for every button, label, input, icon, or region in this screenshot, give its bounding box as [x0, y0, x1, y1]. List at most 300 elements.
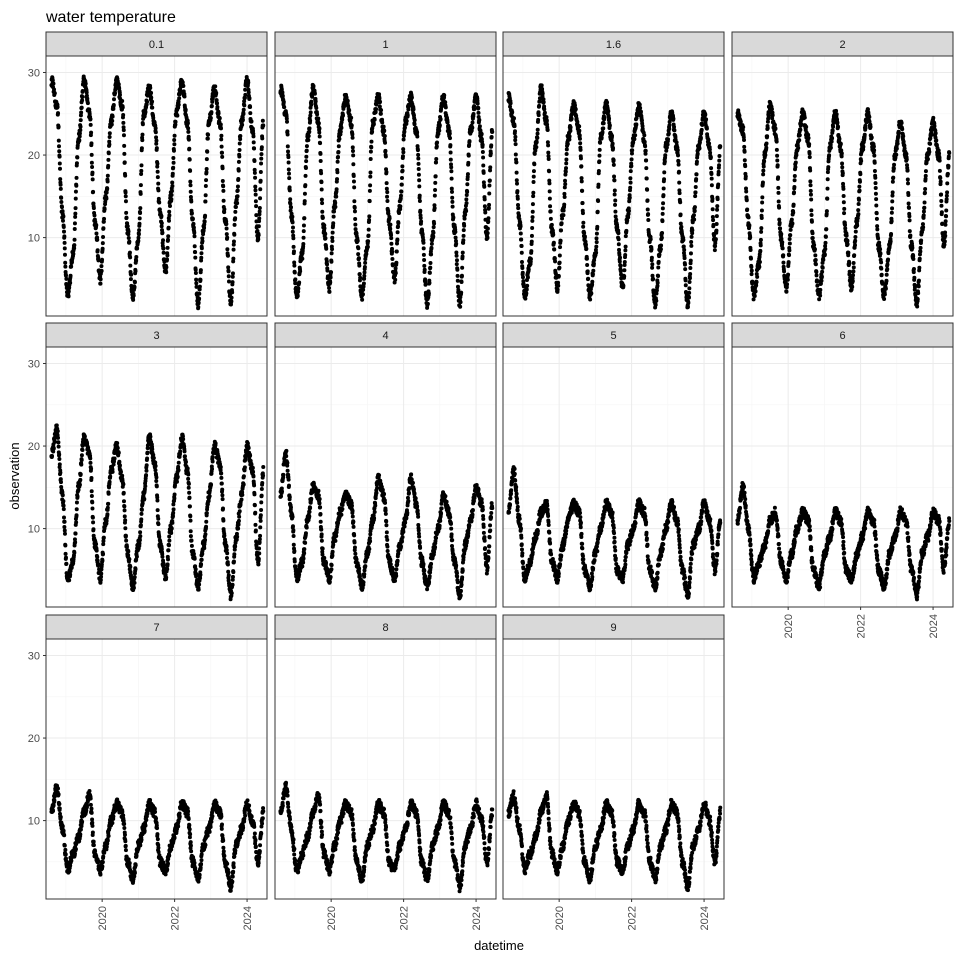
data-point [150, 106, 154, 110]
data-point [196, 305, 200, 309]
data-point [63, 265, 67, 269]
x-axis-title: datetime [474, 938, 524, 953]
data-point [782, 269, 786, 273]
data-point [532, 169, 536, 173]
data-point [943, 239, 947, 243]
data-point [547, 169, 551, 173]
data-point [710, 177, 714, 181]
data-point [693, 194, 697, 198]
facet-panel-1-6 [503, 32, 724, 316]
data-point [875, 227, 879, 231]
data-point [233, 210, 237, 214]
data-point [164, 265, 168, 269]
data-point [464, 209, 468, 213]
data-point [616, 231, 620, 235]
data-point [153, 468, 157, 472]
data-point [918, 250, 922, 254]
data-point [581, 201, 585, 205]
data-point [231, 257, 235, 261]
data-point [808, 179, 812, 183]
data-point [717, 154, 721, 158]
data-point [608, 123, 612, 127]
data-point [546, 151, 550, 155]
data-point [884, 279, 888, 283]
data-point [231, 271, 235, 275]
data-point [383, 149, 387, 153]
data-point [302, 229, 306, 233]
data-point [124, 539, 128, 543]
data-point [56, 440, 60, 444]
data-point [104, 197, 108, 201]
data-point [318, 141, 322, 145]
data-point [251, 134, 255, 138]
data-point [102, 217, 106, 221]
data-point [874, 181, 878, 185]
data-point [152, 456, 156, 460]
data-point [335, 170, 339, 174]
data-point [172, 149, 176, 153]
data-point [330, 247, 334, 251]
data-point [687, 291, 691, 295]
data-point [847, 262, 851, 266]
data-point [219, 134, 223, 138]
data-point [75, 176, 79, 180]
data-point [319, 159, 323, 163]
data-point [427, 281, 431, 285]
data-point [350, 124, 354, 128]
data-point [836, 125, 840, 129]
data-point [337, 137, 341, 141]
data-point [513, 135, 517, 139]
data-point [122, 128, 126, 132]
data-point [711, 218, 715, 222]
data-point [917, 279, 921, 283]
data-point [745, 207, 749, 211]
data-point [169, 531, 173, 535]
data-point [581, 211, 585, 215]
data-point [141, 122, 145, 126]
data-point [100, 258, 104, 262]
data-point [169, 197, 173, 201]
data-point [165, 253, 169, 257]
data-point [417, 178, 421, 182]
data-point [490, 135, 494, 139]
data-point [227, 269, 231, 273]
data-point [787, 248, 791, 252]
data-point [803, 116, 807, 120]
data-point [75, 501, 79, 505]
data-point [99, 264, 103, 268]
data-point [139, 517, 143, 521]
data-point [140, 163, 144, 167]
data-point [127, 236, 131, 240]
data-point [385, 195, 389, 199]
data-point [51, 82, 55, 86]
data-point [537, 104, 541, 108]
data-point [323, 236, 327, 240]
data-point [258, 210, 262, 214]
data-point [356, 239, 360, 243]
data-point [760, 195, 764, 199]
data-point [144, 469, 148, 473]
data-point [780, 240, 784, 244]
data-point [516, 206, 520, 210]
data-point [232, 248, 236, 252]
data-point [885, 273, 889, 277]
data-point [155, 146, 159, 150]
data-point [64, 562, 68, 566]
data-point [258, 187, 262, 191]
data-point [568, 129, 572, 133]
data-point [749, 265, 753, 269]
facet-strip-label: 1 [382, 39, 389, 51]
data-point [447, 126, 451, 130]
data-point [351, 149, 355, 153]
data-point [546, 143, 550, 147]
data-point [59, 196, 63, 200]
data-point [472, 107, 476, 111]
data-point [309, 100, 313, 104]
data-point [317, 130, 321, 134]
data-point [100, 559, 104, 563]
data-point [78, 483, 82, 487]
data-point [89, 467, 93, 471]
data-point [911, 257, 915, 261]
data-point [413, 118, 417, 122]
data-point [320, 188, 324, 192]
data-point [286, 155, 290, 159]
data-point [686, 301, 690, 305]
data-point [319, 171, 323, 175]
data-point [718, 145, 722, 149]
data-point [171, 172, 175, 176]
data-point [556, 288, 560, 292]
data-point [536, 128, 540, 132]
data-point [758, 260, 762, 264]
data-point [894, 153, 898, 157]
data-point [646, 198, 650, 202]
data-point [63, 241, 67, 245]
data-point [715, 208, 719, 212]
data-point [357, 264, 361, 268]
data-point [417, 184, 421, 188]
data-point [117, 460, 121, 464]
data-point [337, 144, 341, 148]
data-point [415, 135, 419, 139]
data-point [403, 125, 407, 129]
data-point [821, 266, 825, 270]
data-point [286, 132, 290, 136]
data-point [547, 157, 551, 161]
data-point [173, 493, 177, 497]
data-point [88, 461, 92, 465]
data-point [144, 473, 148, 477]
data-point [464, 197, 468, 201]
data-point [549, 217, 553, 221]
data-point [839, 142, 843, 146]
data-point [89, 476, 93, 480]
data-point [755, 275, 759, 279]
data-point [872, 148, 876, 152]
data-point [92, 213, 96, 217]
data-point [79, 125, 83, 129]
data-point [861, 145, 865, 149]
data-point [938, 159, 942, 163]
data-point [945, 181, 949, 185]
data-point [416, 153, 420, 157]
data-point [591, 269, 595, 273]
data-point [237, 169, 241, 173]
data-point [530, 219, 534, 223]
data-point [581, 225, 585, 229]
data-point [521, 275, 525, 279]
data-point [226, 254, 230, 258]
data-point [536, 132, 540, 136]
data-point [148, 435, 152, 439]
data-point [59, 187, 63, 191]
data-point [645, 188, 649, 192]
data-point [456, 274, 460, 278]
data-point [450, 200, 454, 204]
data-point [369, 157, 373, 161]
data-point [197, 297, 201, 301]
data-point [944, 214, 948, 218]
data-point [351, 162, 355, 166]
data-point [759, 230, 763, 234]
data-point [549, 209, 553, 213]
data-point [681, 238, 685, 242]
data-point [417, 167, 421, 171]
data-point [154, 139, 158, 143]
data-point [63, 253, 67, 257]
y-tick-label: 30 [27, 67, 40, 80]
data-point [815, 273, 819, 277]
data-point [880, 273, 884, 277]
data-point [225, 226, 229, 230]
data-point [654, 303, 658, 307]
data-point [548, 204, 552, 208]
data-point [351, 153, 355, 157]
data-point [824, 227, 828, 231]
data-point [260, 136, 264, 140]
data-point [908, 229, 912, 233]
data-point [892, 163, 896, 167]
data-point [389, 242, 393, 246]
data-point [242, 112, 246, 116]
data-point [209, 116, 213, 120]
data-point [598, 154, 602, 158]
data-point [193, 256, 197, 260]
data-point [368, 199, 372, 203]
data-point [222, 207, 226, 211]
data-point [166, 238, 170, 242]
data-point [367, 214, 371, 218]
data-point [677, 170, 681, 174]
data-point [519, 224, 523, 228]
data-point [694, 177, 698, 181]
data-point [95, 238, 99, 242]
data-point [155, 499, 159, 503]
data-point [367, 234, 371, 238]
data-point [889, 239, 893, 243]
data-point [537, 113, 541, 117]
data-point [787, 253, 791, 257]
data-point [689, 259, 693, 263]
data-point [595, 225, 599, 229]
data-point [472, 112, 476, 116]
data-point [552, 241, 556, 245]
data-point [908, 233, 912, 237]
data-point [316, 116, 320, 120]
data-point [162, 251, 166, 255]
data-point [53, 440, 57, 444]
data-point [58, 177, 62, 181]
data-point [374, 107, 378, 111]
data-point [459, 291, 463, 295]
data-point [351, 145, 355, 149]
data-point [548, 189, 552, 193]
data-point [398, 204, 402, 208]
data-point [535, 140, 539, 144]
data-point [629, 169, 633, 173]
data-point [531, 210, 535, 214]
data-point [192, 226, 196, 230]
data-point [106, 164, 110, 168]
data-point [826, 177, 830, 181]
data-point [433, 194, 437, 198]
data-point [671, 117, 675, 121]
data-point [225, 236, 229, 240]
data-point [657, 260, 661, 264]
data-point [372, 122, 376, 126]
data-point [514, 160, 518, 164]
data-point [74, 520, 78, 524]
data-point [851, 279, 855, 283]
data-point [143, 110, 147, 114]
data-point [171, 156, 175, 160]
data-point [939, 204, 943, 208]
data-point [807, 142, 811, 146]
data-point [79, 463, 83, 467]
data-point [191, 217, 195, 221]
data-point [63, 246, 67, 250]
data-point [826, 187, 830, 191]
data-point [193, 244, 197, 248]
data-point [370, 130, 374, 134]
data-point [138, 222, 142, 226]
data-point [336, 150, 340, 154]
data-point [688, 266, 692, 270]
data-point [62, 525, 66, 529]
data-point [931, 116, 935, 120]
data-point [96, 559, 100, 563]
data-point [481, 150, 485, 154]
data-point [601, 126, 605, 130]
data-point [878, 247, 882, 251]
data-point [138, 538, 142, 542]
data-point [596, 210, 600, 214]
data-point [692, 217, 696, 221]
data-point [80, 458, 84, 462]
data-point [453, 230, 457, 234]
data-point [186, 121, 190, 125]
data-point [302, 236, 306, 240]
data-point [824, 235, 828, 239]
data-point [363, 265, 367, 269]
data-point [52, 88, 56, 92]
data-point [852, 265, 856, 269]
data-point [107, 492, 111, 496]
data-point [706, 138, 710, 142]
facet-strip-label: 0.1 [148, 39, 165, 51]
data-point [62, 234, 66, 238]
data-point [418, 209, 422, 213]
data-point [913, 285, 917, 289]
data-point [564, 161, 568, 165]
data-point [876, 236, 880, 240]
data-point [777, 206, 781, 210]
data-point [107, 142, 111, 146]
data-point [74, 184, 78, 188]
data-point [695, 160, 699, 164]
data-point [394, 271, 398, 275]
data-point [541, 91, 545, 95]
facet-panel-3 [28, 323, 267, 607]
data-point [798, 128, 802, 132]
data-point [215, 105, 219, 109]
data-point [434, 160, 438, 164]
data-point [306, 138, 310, 142]
data-point [921, 225, 925, 229]
data-point [88, 456, 92, 460]
data-point [132, 293, 136, 297]
data-point [61, 499, 65, 503]
data-point [379, 108, 383, 112]
data-point [430, 242, 434, 246]
data-point [766, 126, 770, 130]
data-point [485, 236, 489, 240]
data-point [520, 244, 524, 248]
data-point [478, 124, 482, 128]
data-point [686, 305, 690, 309]
data-point [820, 270, 824, 274]
data-point [168, 204, 172, 208]
data-point [467, 154, 471, 158]
data-point [749, 257, 753, 261]
data-point [122, 133, 126, 137]
data-point [906, 181, 910, 185]
data-point [560, 221, 564, 225]
data-point [330, 239, 334, 243]
data-point [577, 129, 581, 133]
data-point [448, 132, 452, 136]
data-point [695, 172, 699, 176]
data-point [613, 189, 617, 193]
data-point [810, 220, 814, 224]
data-point [945, 197, 949, 201]
data-point [842, 207, 846, 211]
data-point [225, 247, 229, 251]
data-point [256, 237, 260, 241]
data-point [487, 184, 491, 188]
data-point [515, 189, 519, 193]
data-point [382, 129, 386, 133]
data-point [455, 254, 459, 258]
data-point [139, 192, 143, 196]
data-point [356, 246, 360, 250]
data-point [448, 136, 452, 140]
data-point [199, 251, 203, 255]
